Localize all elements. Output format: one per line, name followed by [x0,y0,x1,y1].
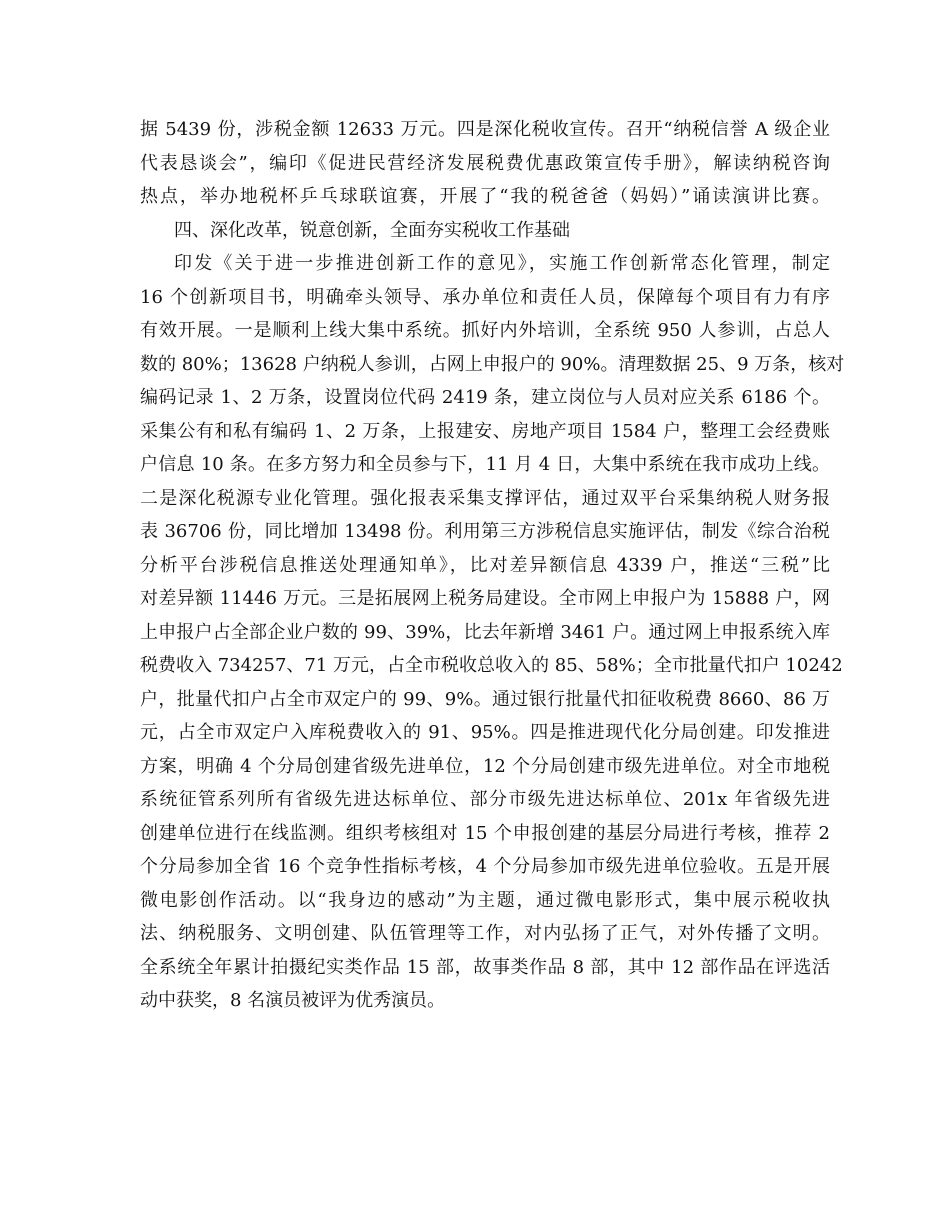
text-line: 16 个创新项目书，明确牵头领导、承办单位和责任人员，保障每个项目有力有序 [140,286,830,308]
text-line: 个分局参加全省 16 个竞争性指标考核，4 个分局参加市级先进单位验收。五是开展 [140,856,830,877]
text-line: 动中获奖，8 名演员被评为优秀演员。 [140,990,446,1011]
text-line: 二是深化税源专业化管理。强化报表采集支撑评估，通过双平台采集纳税人财务报 [140,487,830,509]
text-line: 元，占全市双定户入库税费收入的 91、95%。四是推进现代化分局创建。印发推进 [140,722,830,743]
text-line: 采集公有和私有编码 1、2 万条，上报建安、房地产项目 1584 户，整理工会经费账 [140,420,830,442]
text-line: 税费收入 734257、71 万元，占全市税收总收入的 85、58%；全市批量代扣户 10242 [140,655,843,676]
text-line: 编码记录 1、2 万条，设置岗位代码 2419 条，建立岗位与人员对应关系 6186 个。 [140,387,830,408]
text-line: 全系统全年累计拍摄纪实类作品 15 部，故事类作品 8 部，其中 12 部作品在评选活 [140,956,830,978]
document-body [140,113,845,1018]
section-heading: 四、深化改革，锐意创新，全面夯实税收工作基础 [174,219,570,241]
text-line: 热点，举办地税杯乒乓球联谊赛，开展了“我的税爸爸（妈妈）”诵读演讲比赛。 [140,186,830,207]
text-line: 表 36706 份，同比增加 13498 份。利用第三方涉税信息实施评估，制发《综合治税 [140,521,830,542]
text-line: 微电影创作活动。以“我身边的感动”为主题，通过微电影形式，集中展示税收执 [140,889,830,911]
text-line: 方案，明确 4 个分局创建省级先进单位，12 个分局创建市级先进单位。对全市地税 [140,755,830,777]
text-line: 代表恳谈会”，编印《促进民营经济发展税费优惠政策宣传手册》，解读纳税咨询 [140,152,830,174]
text-line: 户，批量代扣户占全市双定户的 99、9%。通过银行批量代扣征收税费 8660、86 万 [140,688,830,710]
text-line: 数的 80%；13628 户纳税人参训，占网上申报户的 90%。清理数据 25、9 万条，核对 [140,353,845,375]
text-line: 据 5439 份，涉税金额 12633 万元。四是深化税收宣传。召开“纳税信誉 A 级企业 [140,119,830,140]
text-line: 创建单位进行在线监测。组织考核组对 15 个申报创建的基层分局进行考核，推荐 2 [140,822,830,844]
text-line: 法、纳税服务、文明创建、队伍管理等工作，对内弘扬了正气，对外传播了文明。 [140,923,830,944]
paragraph-2 [140,247,845,1018]
text-line: 系统征管系列所有省级先进达标单位、部分市级先进达标单位、201x 年省级先进 [140,789,830,810]
text-line: 印发《关于进一步推进创新工作的意见》，实施工作创新常态化管理，制定 [174,253,830,274]
text-line: 有效开展。一是顺利上线大集中系统。抓好内外培训，全系统 950 人参训，占总人 [140,320,830,341]
paragraph-1 [140,113,830,214]
text-line: 上申报户占全部企业户数的 99、39%，比去年新增 3461 户。通过网上申报系统入库 [140,621,830,643]
text-line: 户信息 10 条。在多方努力和全员参与下，11 月 4 日，大集中系统在我市成功上线。 [140,454,830,475]
text-line: 分析平台涉税信息推送处理通知单》，比对差异额信息 4339 户，推送“三税”比 [140,554,830,576]
text-line: 对差异额 11446 万元。三是拓展网上税务局建设。全市网上申报户为 15888 户，网 [140,588,830,609]
